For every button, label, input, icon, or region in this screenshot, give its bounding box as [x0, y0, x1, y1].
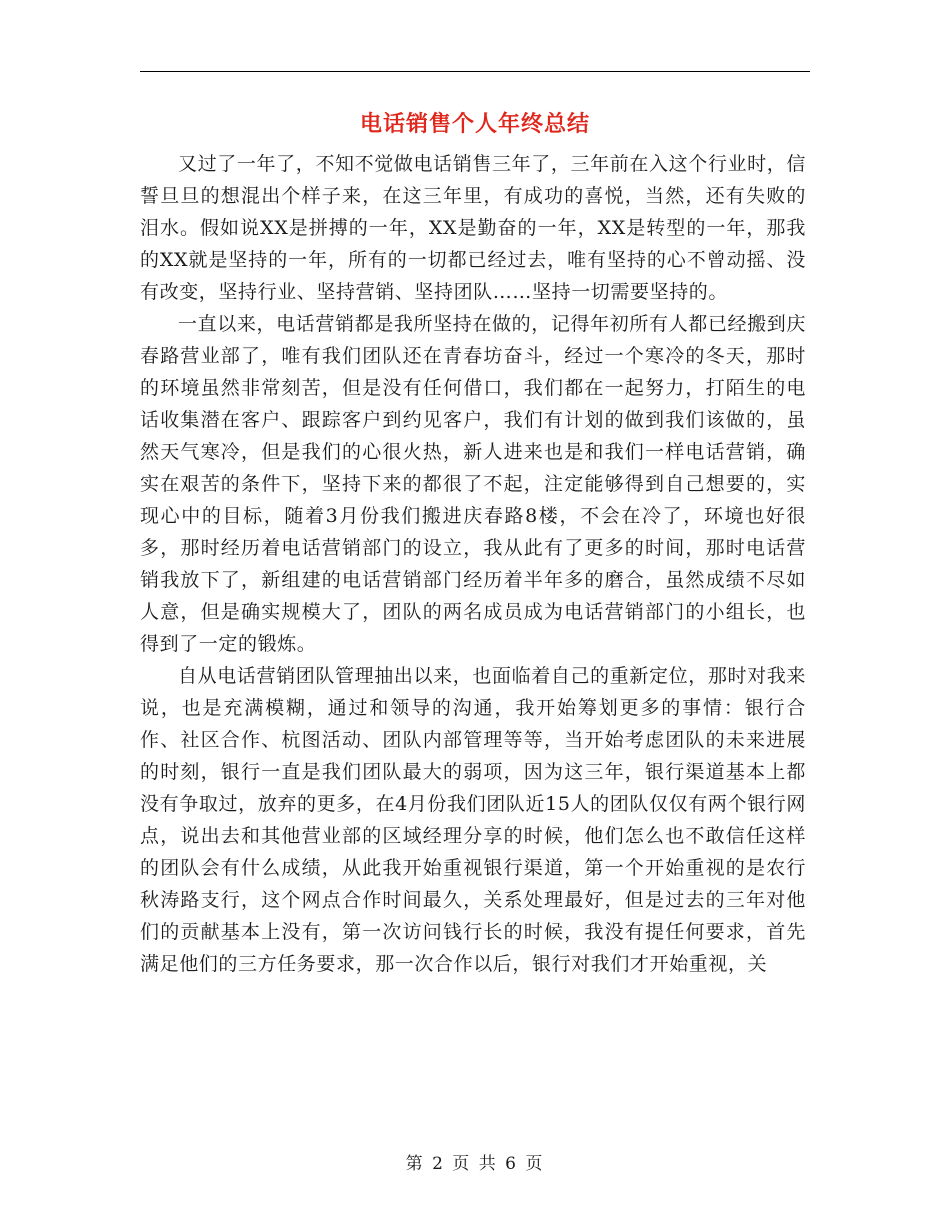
document-title: 电话销售个人年终总结: [359, 112, 590, 137]
document-body: [140, 148, 806, 980]
paragraph-1: 又过了一年了，不知不觉做电话销售三年了，三年前在入这个行业时，信誓旦旦的想混出个样子来，在这三年里，有成功的喜悦，当然，还有失败的泪水。假如说XX是拼搏的一年，XX是勤奋的一年，XX是转型的一年，那我的XX就是坚持的一年，所有的一切都已经过去，唯有坚持的心不曾动摇、没有改变，坚持行业、坚持营销、坚持团队……坚持一切需要坚持的。: [140, 153, 806, 303]
page-number-footer: 第 2 页 共 6 页: [405, 1154, 545, 1174]
header-rule: [140, 71, 810, 72]
paragraph-2: 一直以来，电话营销都是我所坚持在做的，记得年初所有人都已经搬到庆春路营业部了，唯有我们团队还在青春坊奋斗，经过一个寒冷的冬天，那时的环境虽然非常刻苦，但是没有任何借口，我们都在一起努力，打陌生的电话收集潜在客户、跟踪客户到约见客户，我们有计划的做到我们该做的，虽然天气寒冷，但是我们的心很火热，新人进来也是和我们一样电话营销，确实在艰苦的条件下，坚持下来的都很了不起，注定能够得到自己想要的，实现心中的目标，随着3月份我们搬进庆春路8楼，不会在冷了，环境也好很多，那时经历着电话营销部门的设立，我从此有了更多的时间，那时电话营销我放下了，新组建的电话营销部门经历着半年多的磨合，虽然成绩不尽如人意，但是确实规模大了，团队的两名成员成为电话营销部门的小组长，也得到了一定的锻炼。: [140, 313, 806, 655]
paragraph-3: 自从电话营销团队管理抽出以来，也面临着自己的重新定位，那时对我来说，也是充满模糊，通过和领导的沟通，我开始筹划更多的事情：银行合作、社区合作、杭图活动、团队内部管理等等，当开始考虑团队的未来进展的时刻，银行一直是我们团队最大的弱项，因为这三年，银行渠道基本上都没有争取过，放弃的更多，在4月份我们团队近15人的团队仅仅有两个银行网点，说出去和其他营业部的区域经理分享的时候，他们怎么也不敢信任这样的团队会有什么成绩，从此我开始重视银行渠道，第一个开始重视的是农行秋涛路支行，这个网点合作时间最久，关系处理最好，但是过去的三年对他们的贡献基本上没有，第一次访问钱行长的时候，我没有提任何要求，首先满足他们的三方任务要求，那一次合作以后，银行对我们才开始重视，关: [140, 665, 806, 975]
